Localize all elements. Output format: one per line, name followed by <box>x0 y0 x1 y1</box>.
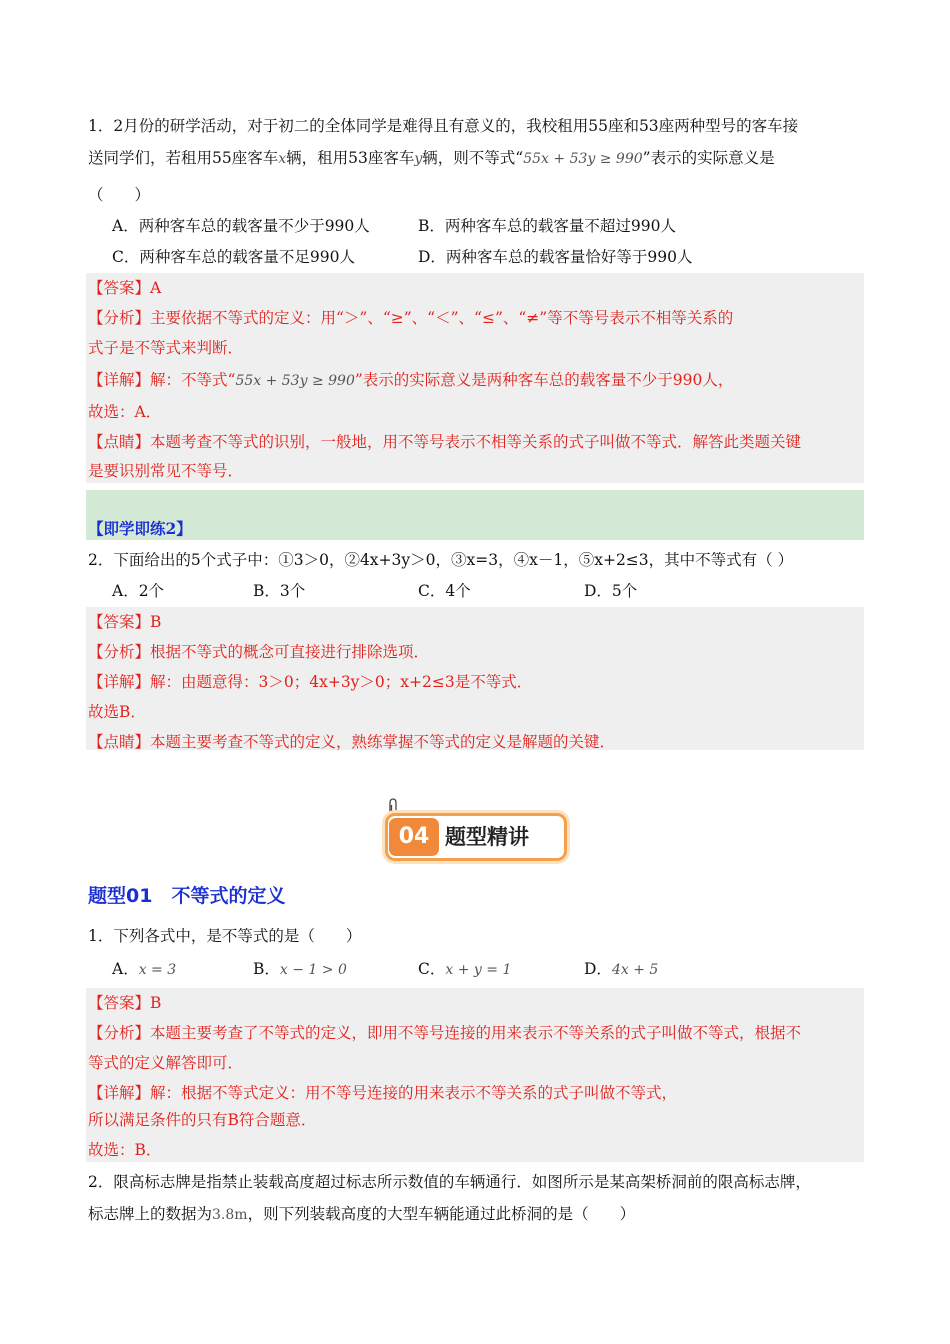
section-heading: 题型01 不等式的定义 <box>88 885 286 907</box>
q3-option-b <box>253 954 347 984</box>
q1-analysis-2: 式子是不等式来判断． <box>88 339 244 357</box>
q2-line1: 2．下面给出的5个式子中：①3＞0，②4x+3y＞0，③x=3，④x－1，⑤x+2≤3，其中不等式有（ ） <box>88 551 794 569</box>
q1-line1: 1．2月份的研学活动，对于初二的全体同学是难得且有意义的，我校租用55座和53座两种型号的客车接 <box>88 117 799 135</box>
q1-comment-2: 是要识别常见不等号． <box>88 462 244 480</box>
practice-band <box>86 490 864 540</box>
q3-option-b-math: x − 1 > 0 <box>279 962 347 978</box>
q1-text-d: ”表示的实际意义是 <box>642 149 775 167</box>
q2-answer: 【答案】B <box>88 613 162 631</box>
q1-text-a: 送同学们，若租用55座客车 <box>88 149 279 167</box>
section-banner <box>385 813 567 861</box>
q3-option-c-label: C． <box>418 960 446 978</box>
practice-label: 【即学即练2】 <box>88 519 192 538</box>
q3-detail-2: 所以满足条件的只有B符合题意． <box>88 1111 317 1129</box>
q1-text-b: 辆，租用53座客车 <box>286 149 415 167</box>
q1-choose: 故选：A． <box>88 403 162 421</box>
q1-detail-formula: 55x + 53y ≥ 990 <box>235 373 355 389</box>
q1-var-x: x <box>278 151 287 167</box>
q3-option-d <box>584 954 658 984</box>
banner-number: 04 <box>389 818 439 856</box>
q3-choose: 故选：B． <box>88 1141 162 1159</box>
q2-option-b: B．3个 <box>253 582 306 600</box>
q3-option-a <box>112 954 176 984</box>
q2-option-d: D．5个 <box>584 582 638 600</box>
q3-option-b-label: B． <box>253 960 280 978</box>
q3-detail-1: 【详解】解：根据不等式定义：用不等号连接的用来表示不等关系的式子叫做不等式， <box>88 1084 678 1102</box>
q4-line1: 2．限高标志牌是指禁止装载高度超过标志所示数值的车辆通行．如图所示是某高架桥洞前的限高标志牌， <box>88 1173 811 1191</box>
q2-detail: 【详解】解：由题意得：3＞0；4x+3y＞0；x+2≤3是不等式． <box>88 673 533 691</box>
q1-option-a: A．两种客车总的载客量不少于990人 <box>112 217 370 235</box>
q4-text-a: 标志牌上的数据为 <box>88 1205 213 1223</box>
q3-option-c-math: x + y = 1 <box>445 962 512 978</box>
q3-option-d-math: 4x + 5 <box>611 962 659 978</box>
q2-comment: 【点睛】本题主要考查不等式的定义，熟练掌握不等式的定义是解题的关键． <box>88 733 616 751</box>
q1-line2 <box>88 143 775 173</box>
q3-option-a-math: x = 3 <box>138 962 177 978</box>
q1-detail-b: ”表示的实际意义是两种客车总的载客量不少于990人， <box>354 371 734 389</box>
q4-line2 <box>88 1199 635 1229</box>
q4-value: 3.8m <box>212 1207 248 1223</box>
q1-answer: 【答案】A <box>88 279 162 297</box>
q1-formula: 55x + 53y ≥ 990 <box>523 151 643 167</box>
q1-text-c: 辆，则不等式“ <box>422 149 524 167</box>
q3-answer: 【答案】B <box>88 994 162 1012</box>
q1-var-y: y <box>414 151 423 167</box>
q1-option-b: B．两种客车总的载客量不超过990人 <box>418 217 676 235</box>
q1-option-d: D．两种客车总的载客量恰好等于990人 <box>418 248 693 266</box>
q3-analysis-2: 等式的定义解答即可． <box>88 1054 244 1072</box>
q1-paren: （ ） <box>88 186 151 204</box>
q1-option-c: C．两种客车总的载客量不足990人 <box>112 248 355 266</box>
q2-option-c: C．4个 <box>418 582 471 600</box>
q3-line1: 1．下列各式中，是不等式的是（ ） <box>88 927 362 945</box>
q3-option-d-label: D． <box>584 960 612 978</box>
q3-option-c <box>418 954 511 984</box>
q2-choose: 故选B． <box>88 703 146 721</box>
q3-analysis-1: 【分析】本题主要考查了不等式的定义，即用不等号连接的用来表示不等关系的式子叫做不等式，根据不 <box>88 1024 802 1042</box>
q1-detail <box>88 365 733 395</box>
banner-title: 题型精讲 <box>445 825 529 849</box>
q1-analysis-1: 【分析】主要依据不等式的定义：用“＞”、“≥”、“＜”、“≤”、“≠”等不等号表示不相等关系的 <box>88 309 734 327</box>
q2-analysis: 【分析】根据不等式的概念可直接进行排除选项． <box>88 643 430 661</box>
q1-comment-1: 【点睛】本题考查不等式的识别，一般地，用不等号表示不相等关系的式子叫做不等式．解答此类题关键 <box>88 433 802 451</box>
q1-detail-a: 【详解】解：不等式“ <box>88 371 236 389</box>
q4-text-b: ，则下列装载高度的大型车辆能通过此桥洞的是（ ） <box>247 1205 636 1223</box>
q2-option-a: A．2个 <box>112 582 165 600</box>
q3-option-a-label: A． <box>112 960 139 978</box>
